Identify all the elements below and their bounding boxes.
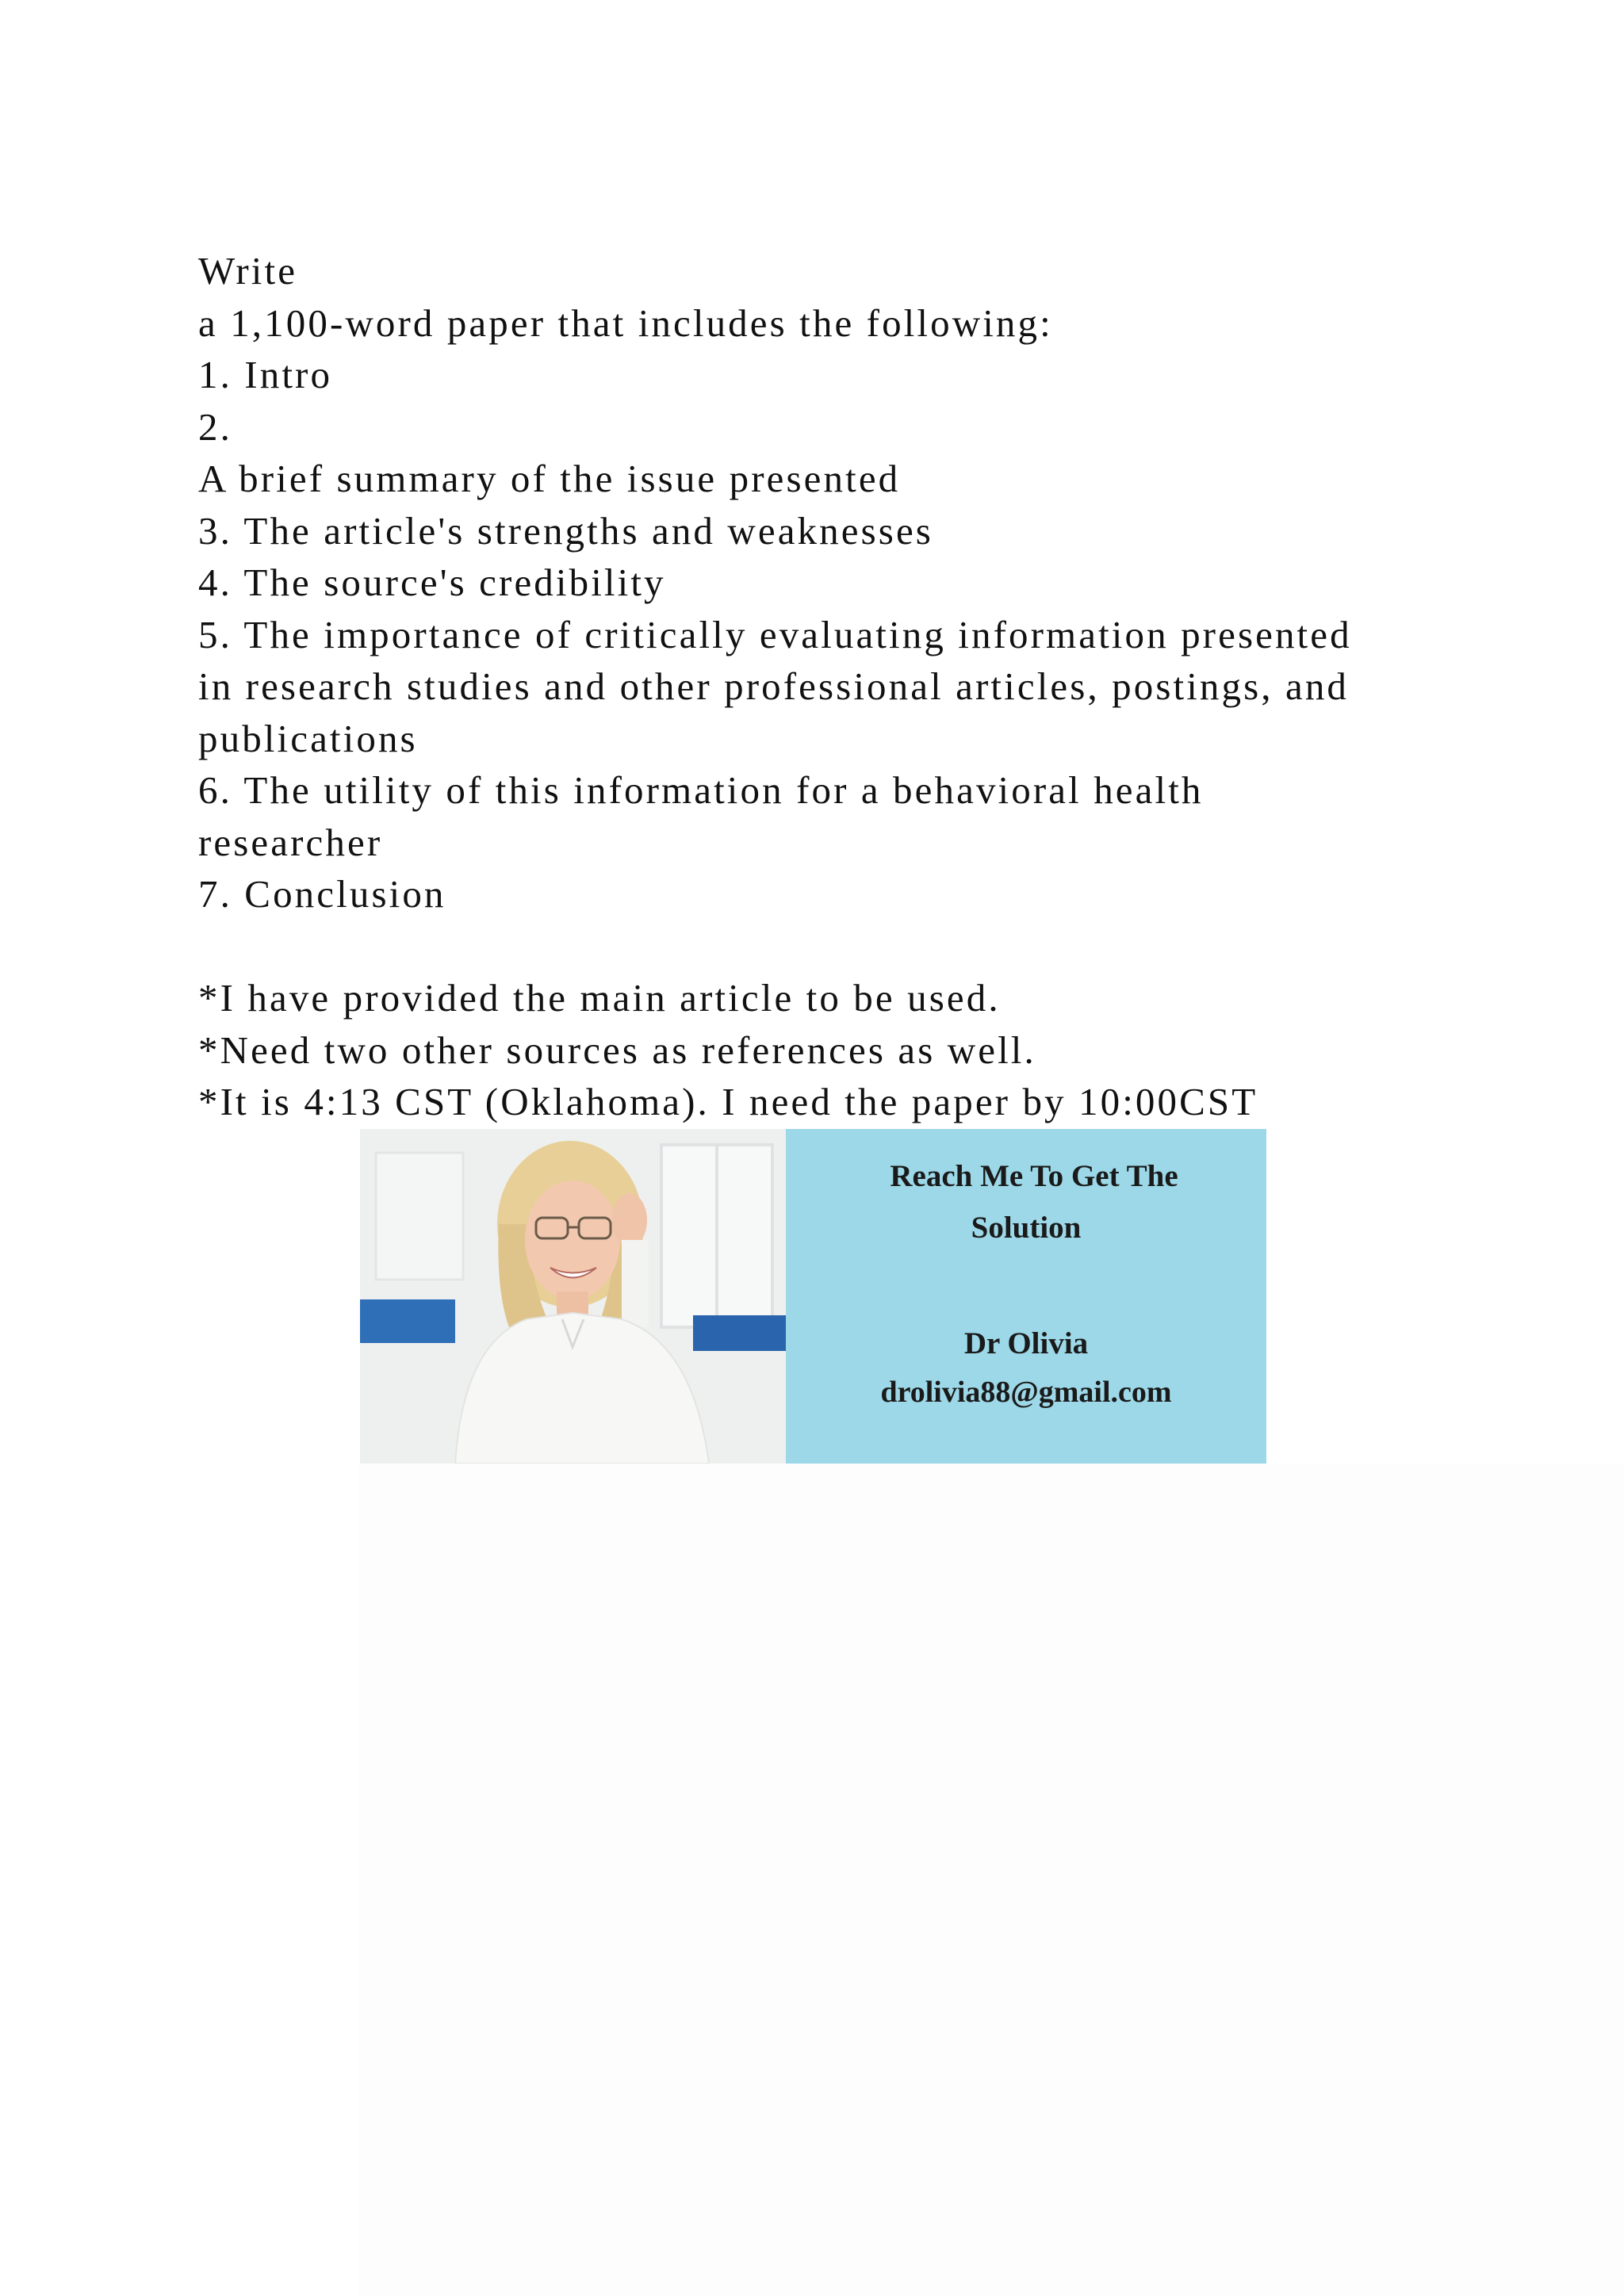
page-lower-area [358,1464,1624,2296]
text-line: a 1,100-word paper that includes the following: [198,300,1053,345]
contact-banner [360,1129,1266,1464]
contact-panel [786,1129,1266,1464]
cta-heading-line2: Solution [971,1211,1082,1245]
tutor-photo [360,1129,786,1464]
list-item-3: 3. The article's strengths and weaknesses [198,508,933,553]
tutor-name: Dr Olivia [963,1326,1089,1360]
list-item-6: 6. The utility of this information for a behavioral health [198,768,1204,812]
list-item-2-number: 2. [198,404,232,449]
list-item-5-cont: in research studies and other professional articles, postings, and [198,664,1350,708]
list-item-7: 7. Conclusion [198,872,446,916]
list-item-1: 1. Intro [198,353,333,396]
note-line: *I have provided the main article to be used. [198,976,1001,1020]
list-item-2-text: A brief summary of the issue presented [198,457,901,500]
text-line: Write [198,249,298,293]
list-item-6-cont: researcher [198,820,383,864]
spacer [198,920,1499,973]
note-line: *It is 4:13 CST (Oklahoma). I need the paper by 10:00CST [198,1080,1258,1123]
note-line: *Need two other sources as references as well. [198,1027,1036,1072]
list-item-4: 4. The source's credibility [198,561,666,604]
list-item-5-cont: publications [198,716,418,760]
cta-heading-line1: Reach Me To Get The [890,1159,1178,1193]
tutor-email: drolivia88@gmail.com [880,1376,1172,1409]
list-item-5: 5. The importance of critically evaluating information presented [198,612,1352,656]
tutor-photo-illustration [360,1129,786,1464]
assignment-text [198,245,1499,1128]
